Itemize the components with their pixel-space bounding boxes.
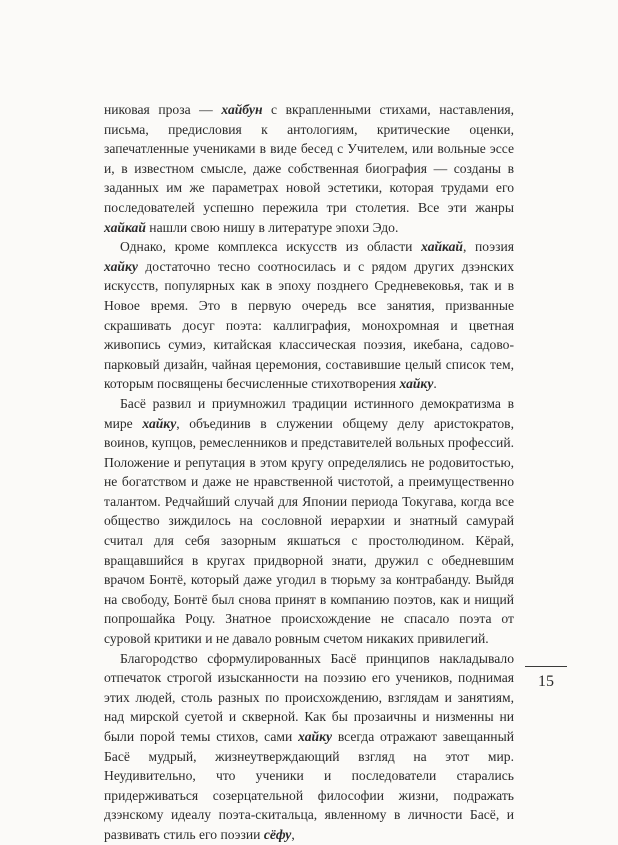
emphasized-term: хайбун (221, 102, 263, 117)
emphasized-term: хайку (298, 729, 332, 744)
page-number: 15 (538, 673, 554, 690)
paragraph (104, 649, 514, 845)
emphasized-term: хайку (142, 415, 177, 431)
text-segment: Басё развил и приумножил традиции истинного демократизма в мире (104, 395, 514, 431)
paragraph (104, 394, 514, 649)
emphasized-term: хайкай (104, 219, 146, 235)
emphasized-term: сёфу (263, 826, 292, 842)
text-segment: с вкрапленными стихами, наставления, письма, предисловия к антологиям, критические оценки, запечатленные учениками в виде бесед с Учителем, или вольные эссе и, в известном смысле, даже собственная биография — созданы в заданных им же параметрах новой эстетики, которая трудами его последователей успешно пережила три столетия. Все эти жанры (104, 102, 514, 215)
text-segment: , поэзия (462, 239, 514, 255)
emphasized-term: хайкай (421, 239, 463, 255)
text-segment: , объединив в служении общему делу аристократов, воинов, купцов, ремесленников и представителей вольных профессий. Положение и репутация в этом кругу определялись не родовитостью, не богатством и даже не нравственной чистотой, а преимущественно талантом. Редчайший случай для Японии периода Токугава, когда все общество зиждилось на сословной иерархии и знатный самурай считал для себя зазорным якшаться с простолюдином. Кёрай, вращавшийся в кругах придворной знати, дружил с обедневшим врачом Бонтё, который даже угодил в тюрьму за контрабанду. Выйдя на свободу, Бонтё был снова принят в компанию поэтов, как и нищий попрошайка Роцу. Знатное происхождение не спасало поэта от суровой критики и не давало ровным счетом никаких привилегий. (104, 415, 514, 647)
text-segment: нашли свою нишу в литературе эпохи Эдо. (145, 219, 399, 235)
emphasized-term: хайку (399, 376, 434, 392)
text-segment: Благородство сформулированных Басё принципов накладывало отпечаток строгой изысканности на поэзию его учеников, поднимая этих людей, столь разных по происхождению, взглядам и занятиям, над мирской суетой и скверной. Как бы прозаичны и низменны ни были порой темы стихов, сами (104, 650, 514, 744)
text-segment: Однако, кроме комплекса искусств из области (120, 239, 422, 255)
text-segment: , (291, 826, 295, 842)
body-text (104, 100, 514, 845)
emphasized-term: хайку (104, 258, 138, 274)
text-segment: достаточно тесно соотносилась и с рядом других дзэнских искусств, популярных как в эпоху позднего Средневековья, так и в Новое время. Это в первую очередь все занятия, призванные скрашивать досуг поэта: каллиграфия, монохромная и цветная живопись сумиэ, китайская классическая поэзия, икебана, садово-парковый дизайн, чайная церемония, составившие целый список тем, которым посвящены бесчисленные стихотворения (104, 258, 514, 392)
page-number-rule (525, 666, 567, 667)
text-segment: . (433, 376, 437, 392)
paragraph (104, 100, 514, 237)
text-segment: всегда отражают завещанный Басё мудрый, жизнеутверждающий взгляд на этот мир. Неудивительно, что ученики и последователи старались придерживаться созерцательной философии жизни, подражать дзэнскому идеалу поэта-скитальца, явленному в личности Басё, и развивать стиль его поэзии (104, 729, 514, 842)
text-segment: никовая проза — (104, 102, 222, 117)
paragraph (104, 237, 514, 394)
